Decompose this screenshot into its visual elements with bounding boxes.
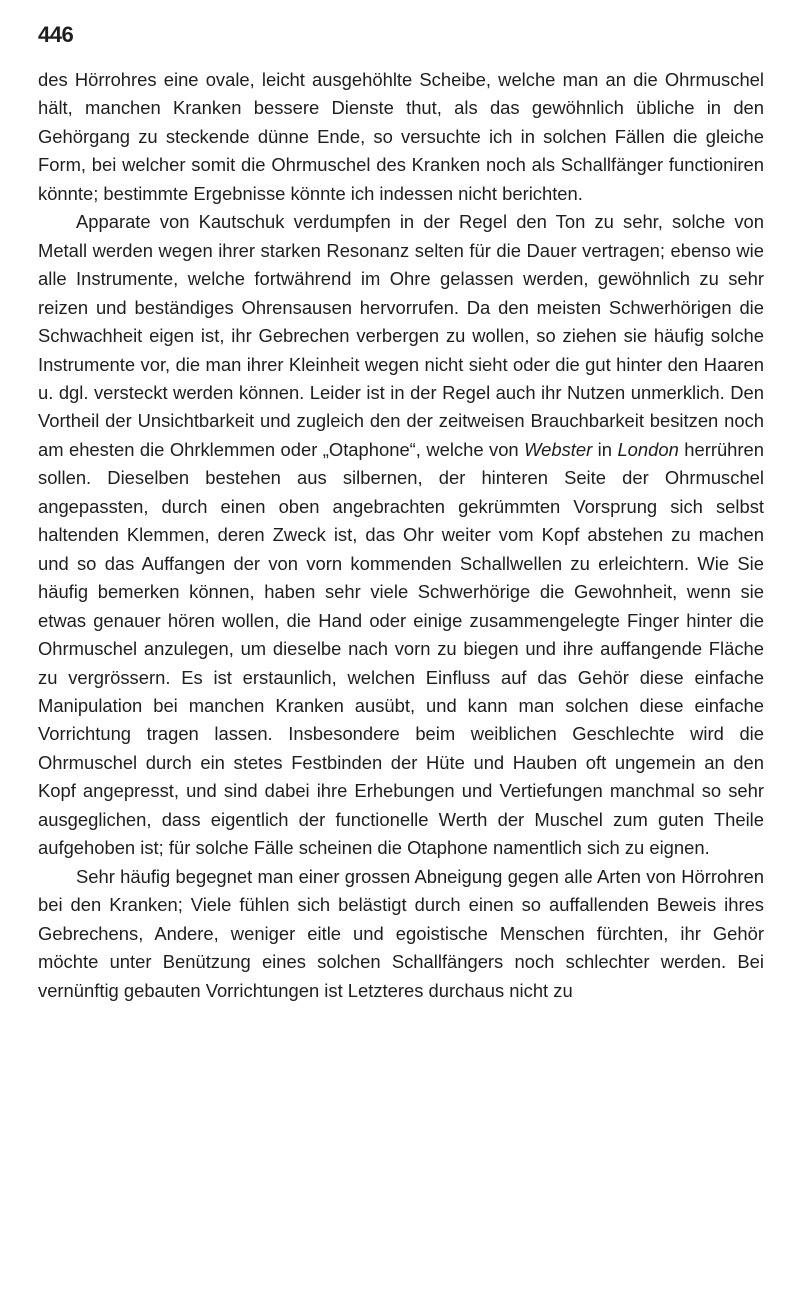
paragraph	[38, 66, 764, 208]
text-run: in	[592, 438, 618, 460]
paragraph	[38, 208, 764, 862]
text-run: herrühren sollen. Dieselben bestehen aus silbernen, der hinteren Seite der Ohrmuschel angepassten, durch einen oben angebrachten gekrümmten Vorsprung sich selbst haltenden Klemmen, deren Zweck ist, das Ohr weiter vom Kopf abstehen zu machen und so das Auffangen der von vorn kommenden Schallwellen zu erleichtern. Wie Sie häufig bemerken können, haben sehr viele Schwerhörige die Gewohnheit, wenn sie etwas genauer hören wollen, die Hand oder einige zusammengelegte Finger hinter die Ohrmuschel anzulegen, um dieselbe nach vorn zu biegen und ihre auffangende Fläche zu vergrössern. Es ist erstaunlich, welchen Einfluss auf das Gehör diese einfache Manipulation bei manchen Kranken ausübt, und kann man solchen diese einfache Vorrichtung tragen lassen. Insbesondere beim weiblichen Geschlechte wird die Ohrmuschel durch ein stetes Festbinden der Hüte und Hauben oft ungemein an den Kopf angepresst, und sind dabei ihre Erhebungen und Vertiefungen manchmal so sehr ausgeglichen, dass eigentlich der functionelle Werth der Muschel zum guten Theile aufgehoben ist; für solche Fälle scheinen die Otaphone namentlich sich zu eignen.	[38, 438, 764, 859]
text-run: des Hörrohres eine ovale, leicht ausgehöhlte Scheibe, welche man an die Ohrmuschel hält, manchen Kranken bessere Dienste thut, als das gewöhnlich übliche in den Gehörgang zu steckende dünne Ende, so versuchte ich in solchen Fällen die gleiche Form, bei welcher somit die Ohrmuschel des Kranken noch als Schallfänger functioniren könnte; bestimmte Ergebnisse könnte ich indessen nicht berichten.	[38, 69, 764, 204]
body-text	[38, 66, 764, 1005]
italic-name: London	[617, 438, 679, 460]
text-run: Sehr häufig begegnet man einer grossen Abneigung gegen alle Arten von Hörrohren bei den Kranken; Viele fühlen sich belästigt durch einen so auffallenden Beweis ihres Gebrechens, Andere, weniger eitle und egoistische Menschen fürchten, ihr Gehör möchte unter Benützung eines solchen Schallfängers noch schlechter werden. Bei vernünftig gebauten Vorrichtungen ist Letzteres durchaus nicht zu	[38, 865, 764, 1001]
page-number: 446	[38, 22, 74, 47]
text-run: Apparate von Kautschuk verdumpfen in der Regel den Ton zu sehr, solche von Metall werden wegen ihrer starken Resonanz selten für die Dauer vertragen; ebenso wie alle Instrumente, welche fortwährend im Ohre gelassen werden, gewöhnlich zu sehr reizen und beständiges Ohrensausen hervorrufen. Da den meisten Schwerhörigen die Schwachheit eigen ist, ihr Gebrechen verbergen zu wollen, so ziehen sie häufig solche Instrumente vor, die man ihrer Kleinheit wegen nicht sieht oder die gut hinter den Haaren u. dgl. versteckt werden können. Leider ist in der Regel auch ihr Nutzen unmerklich. Den Vortheil der Unsichtbarkeit und zugleich den der zeitweisen Brauchbarkeit besitzen noch am ehesten die Ohrklemmen oder „Otaphone“, welche von	[38, 211, 764, 460]
italic-name: Webster	[524, 438, 593, 460]
paragraph	[38, 863, 764, 1005]
